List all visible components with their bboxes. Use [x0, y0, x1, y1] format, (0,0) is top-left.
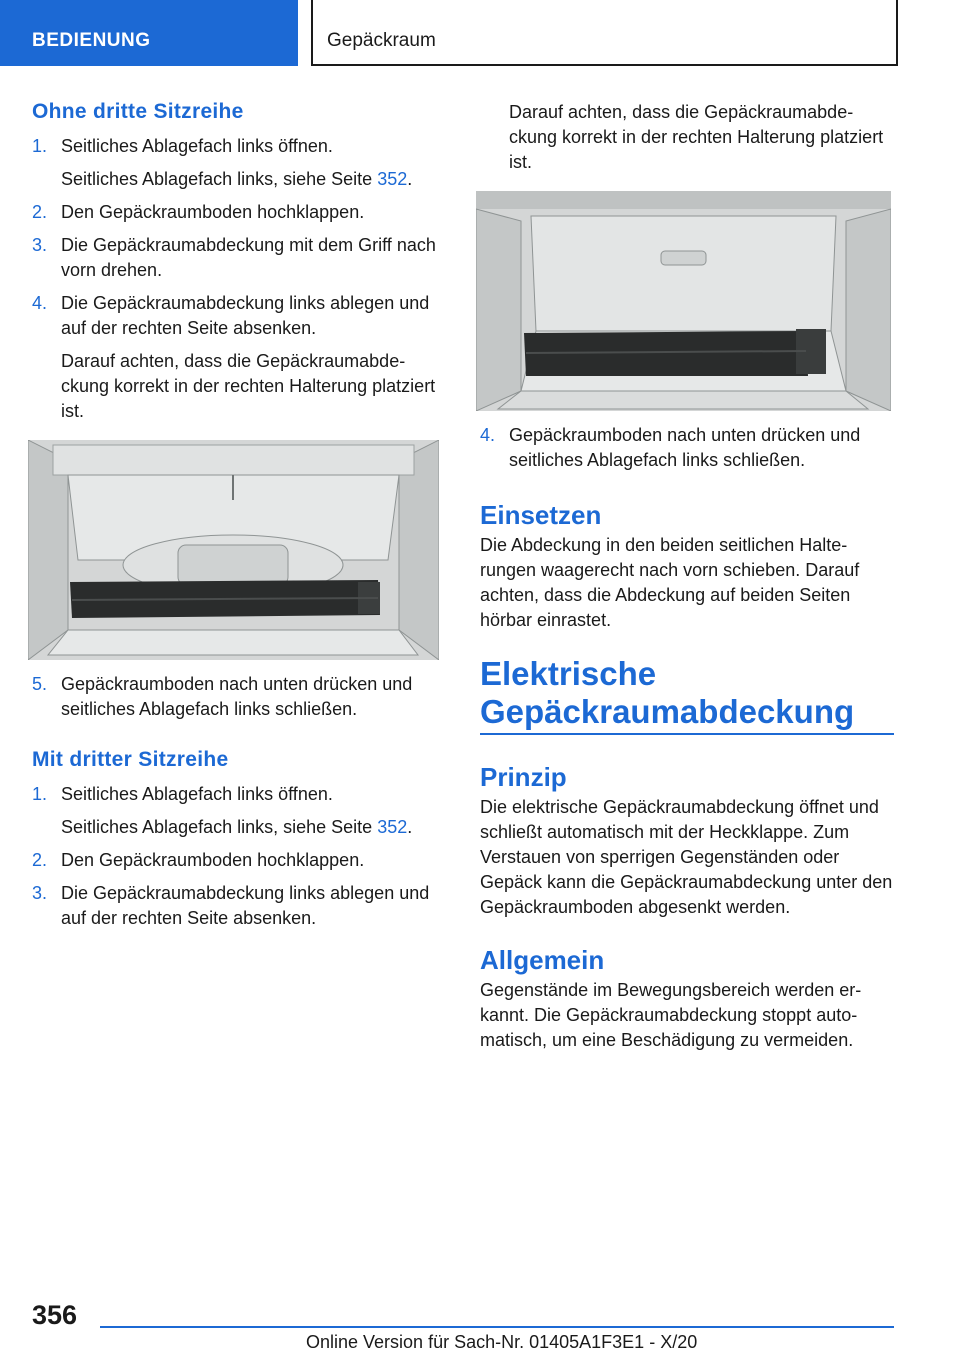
step-note [32, 349, 447, 424]
step-text: Die Gepäckraumabdeckung links ablegen und auf der rechten Seite absenken. [61, 883, 430, 928]
list-item [32, 134, 447, 159]
heading-allgemein: Allgemein [480, 945, 605, 975]
note-text: Darauf achten, dass die Gepäckraumabdeckung korrekt in der rechten Halterung platziert ist. [61, 351, 436, 421]
page-link-352[interactable]: 352 [377, 169, 408, 189]
page-number: 356 [32, 1300, 78, 1330]
step-number: 3. [32, 883, 48, 903]
step-text: Den Gepäckraumboden hochklappen. [61, 850, 365, 870]
reference-suffix: . [407, 169, 413, 189]
step-number: 5. [32, 674, 48, 694]
step-text: Seitliches Ablagefach links öffnen. [61, 136, 333, 156]
list-item [32, 672, 447, 722]
list-item [32, 782, 447, 807]
luggage-cover-illustration-left [28, 440, 439, 660]
reference-text: Seitliches Ablagefach links, siehe Seite [61, 169, 378, 189]
step-number: 4. [32, 293, 48, 313]
paragraph-allgemein: Gegenstände im Bewegungsbereich werden erkannt. Die Gepäckraumabdeckung stoppt automatisch, um eine Beschädigung zu vermeiden. [480, 980, 862, 1050]
heading-mit-dritter-sitzreihe: Mit dritter Sitzreihe [32, 748, 229, 771]
paragraph-einsetzen: Die Abdeckung in den beiden seitlichen Halterungen waagerecht nach vorn schieben. Darauf achten, dass die Abdeckung auf beiden Seiten hörbar einrastet. [480, 535, 860, 630]
step-number: 4. [480, 425, 496, 445]
list-item [480, 423, 895, 473]
step-text: Die Gepäckraumabdeckung links ablegen und auf der rechten Seite absenken. [61, 293, 430, 338]
page-link-352[interactable]: 352 [377, 817, 408, 837]
step-text: Gepäckraumboden nach unten drücken und seitliches Ablagefach links schließen. [61, 674, 413, 719]
step-text: Seitliches Ablagefach links öffnen. [61, 784, 333, 804]
heading-elektrische-gepaeckraumabdeckung: Elektrische Gepäckraumabdeckung [480, 655, 855, 730]
step-number: 2. [32, 850, 48, 870]
step-number: 2. [32, 202, 48, 222]
list-item [32, 200, 447, 225]
right-column [480, 100, 895, 1053]
step-text: Gepäckraumboden nach unten drücken und seitliches Ablagefach links schließen. [509, 425, 861, 470]
left-column [32, 96, 447, 931]
heading-einsetzen: Einsetzen [480, 500, 602, 530]
heading-ohne-dritte-sitzreihe: Ohne dritte Sitzreihe [32, 100, 244, 123]
list-item [32, 848, 447, 873]
footer-rule [100, 1326, 894, 1328]
footer-online-version: Online Version für Sach-Nr. 01405A1F3E1 - X/20 [306, 1332, 698, 1352]
header-topic-label: Gepäckraum [327, 30, 436, 51]
reference-suffix: . [407, 817, 413, 837]
step-note [480, 100, 895, 175]
step-number: 3. [32, 235, 48, 255]
heading-prinzip: Prinzip [480, 762, 567, 792]
header-section-tab [0, 0, 298, 66]
list-item [32, 233, 447, 283]
step-text: Die Gepäckraumabdeckung mit dem Griff nach vorn drehen. [61, 235, 436, 280]
paragraph-prinzip: Die elektrische Gepäckraumabdeckung öffnet und schließt automatisch mit der Heckklappe. Zum Verstauen von sperrigen Gegenständen oder Gepäck kann die Gepäckraumabdeckung unter den Gepäckraumboden abgesenkt werden. [480, 797, 893, 917]
list-item [32, 881, 447, 931]
cross-reference [32, 815, 447, 840]
step-number: 1. [32, 784, 48, 804]
cross-reference [32, 167, 447, 192]
note-text: Darauf achten, dass die Gepäckraumabdeckung korrekt in der rechten Halterung platziert ist. [509, 102, 884, 172]
list-item [32, 291, 447, 341]
header-topic-box [311, 0, 898, 66]
step-text: Den Gepäckraumboden hochklappen. [61, 202, 365, 222]
header-section-label: BEDIENUNG [32, 30, 151, 51]
luggage-cover-illustration-right [476, 191, 891, 411]
reference-text: Seitliches Ablagefach links, siehe Seite [61, 817, 378, 837]
step-number: 1. [32, 136, 48, 156]
